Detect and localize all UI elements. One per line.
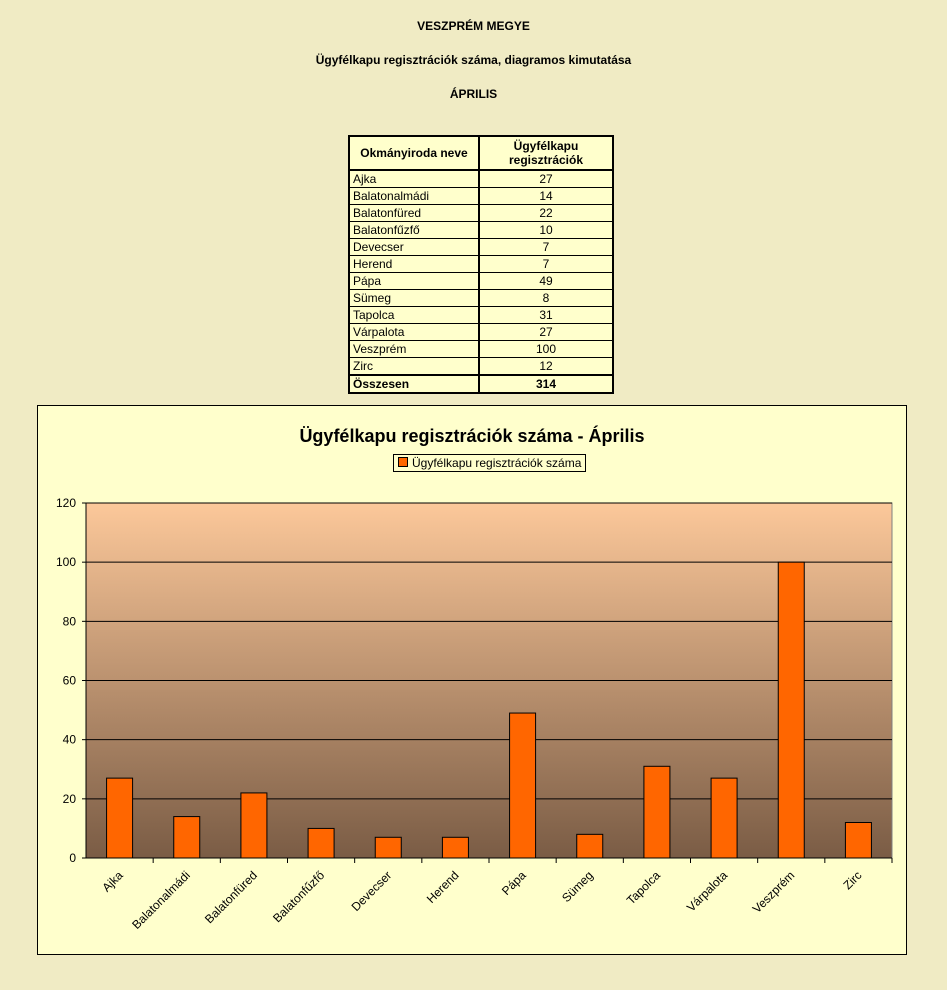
bar-herend — [442, 837, 468, 858]
registrations-cell: 49 — [479, 273, 613, 290]
office-name-cell: Várpalota — [349, 324, 479, 341]
report-subtitle: Ügyfélkapu regisztrációk száma, diagramos kimutatása — [315, 53, 632, 67]
x-tick-label: Tapolca — [623, 868, 664, 908]
office-name-cell: Balatonalmádi — [349, 188, 479, 205]
y-tick-label: 80 — [62, 614, 76, 629]
registrations-cell: 27 — [479, 170, 613, 188]
registrations-cell: 27 — [479, 324, 613, 341]
office-name-cell: Balatonfűzfő — [349, 222, 479, 239]
legend-label: Ügyfélkapu regisztrációk száma — [412, 456, 582, 470]
x-tick-label: Pápa — [498, 868, 529, 898]
office-name-cell: Balatonfüred — [349, 205, 479, 222]
registrations-cell: 14 — [479, 188, 613, 205]
x-tick-label: Zirc — [840, 868, 865, 893]
bar-tapolca — [644, 766, 670, 858]
bar-zirc — [845, 823, 871, 859]
table-total-row — [349, 375, 613, 393]
table-row — [349, 290, 613, 307]
table-row — [349, 188, 613, 205]
bar-balatonfűzfő — [308, 828, 334, 858]
office-name-cell: Ajka — [349, 170, 479, 188]
registrations-table — [348, 135, 614, 394]
table-row — [349, 341, 613, 358]
bar-devecser — [375, 837, 401, 858]
col-registrations-header: Ügyfélkapu regisztrációk — [479, 136, 613, 170]
table-row — [349, 170, 613, 188]
table-row — [349, 358, 613, 376]
y-tick-label: 40 — [62, 732, 76, 747]
table-row — [349, 256, 613, 273]
bar-sümeg — [577, 834, 603, 858]
office-name-cell: Devecser — [349, 239, 479, 256]
table-row — [349, 324, 613, 341]
table-row — [349, 222, 613, 239]
x-tick-label: Devecser — [348, 868, 395, 914]
table-row — [349, 205, 613, 222]
total-value: 314 — [479, 375, 613, 393]
table-row — [349, 307, 613, 324]
registrations-cell: 8 — [479, 290, 613, 307]
y-tick-label: 20 — [62, 791, 76, 806]
x-tick-label: Veszprém — [749, 868, 798, 916]
office-name-cell: Zirc — [349, 358, 479, 376]
x-tick-label: Balatonfűzfő — [270, 868, 328, 926]
x-tick-label: Balatonalmádi — [129, 868, 193, 932]
bar-chart — [38, 406, 906, 954]
y-tick-label: 60 — [62, 673, 76, 688]
bar-balatonfüred — [241, 793, 267, 858]
x-tick-label: Ajka — [99, 868, 126, 895]
bar-veszprém — [778, 562, 804, 858]
bar-várpalota — [711, 778, 737, 858]
bar-balatonalmádi — [174, 817, 200, 858]
table-body — [349, 170, 613, 375]
county-heading: VESZPRÉM MEGYE — [417, 19, 530, 33]
bar-ajka — [107, 778, 133, 858]
table-row — [349, 239, 613, 256]
registrations-cell: 22 — [479, 205, 613, 222]
month-heading: ÁPRILIS — [449, 87, 498, 101]
office-name-cell: Pápa — [349, 273, 479, 290]
x-tick-label: Sümeg — [559, 868, 596, 906]
col-office-name-header: Okmányiroda neve — [349, 136, 479, 170]
x-tick-label: Várpalota — [683, 868, 731, 915]
table-row — [349, 273, 613, 290]
chart-title: Ügyfélkapu regisztrációk száma - Április — [299, 426, 645, 446]
office-name-cell: Veszprém — [349, 341, 479, 358]
y-tick-label: 0 — [69, 851, 76, 865]
registrations-cell: 31 — [479, 307, 613, 324]
bar-pápa — [510, 713, 536, 858]
total-label: Összesen — [349, 375, 479, 393]
registrations-cell: 10 — [479, 222, 613, 239]
chart-frame — [37, 405, 907, 955]
registrations-cell: 100 — [479, 341, 613, 358]
y-tick-label: 120 — [55, 496, 76, 510]
office-name-cell: Tapolca — [349, 307, 479, 324]
table-header-row — [349, 136, 613, 170]
x-tick-label: Herend — [423, 868, 462, 906]
y-tick-label: 100 — [55, 555, 76, 570]
x-tick-label: Balatonfüred — [202, 868, 261, 927]
registrations-cell: 7 — [479, 239, 613, 256]
registrations-cell: 12 — [479, 358, 613, 376]
office-name-cell: Herend — [349, 256, 479, 273]
registrations-cell: 7 — [479, 256, 613, 273]
office-name-cell: Sümeg — [349, 290, 479, 307]
